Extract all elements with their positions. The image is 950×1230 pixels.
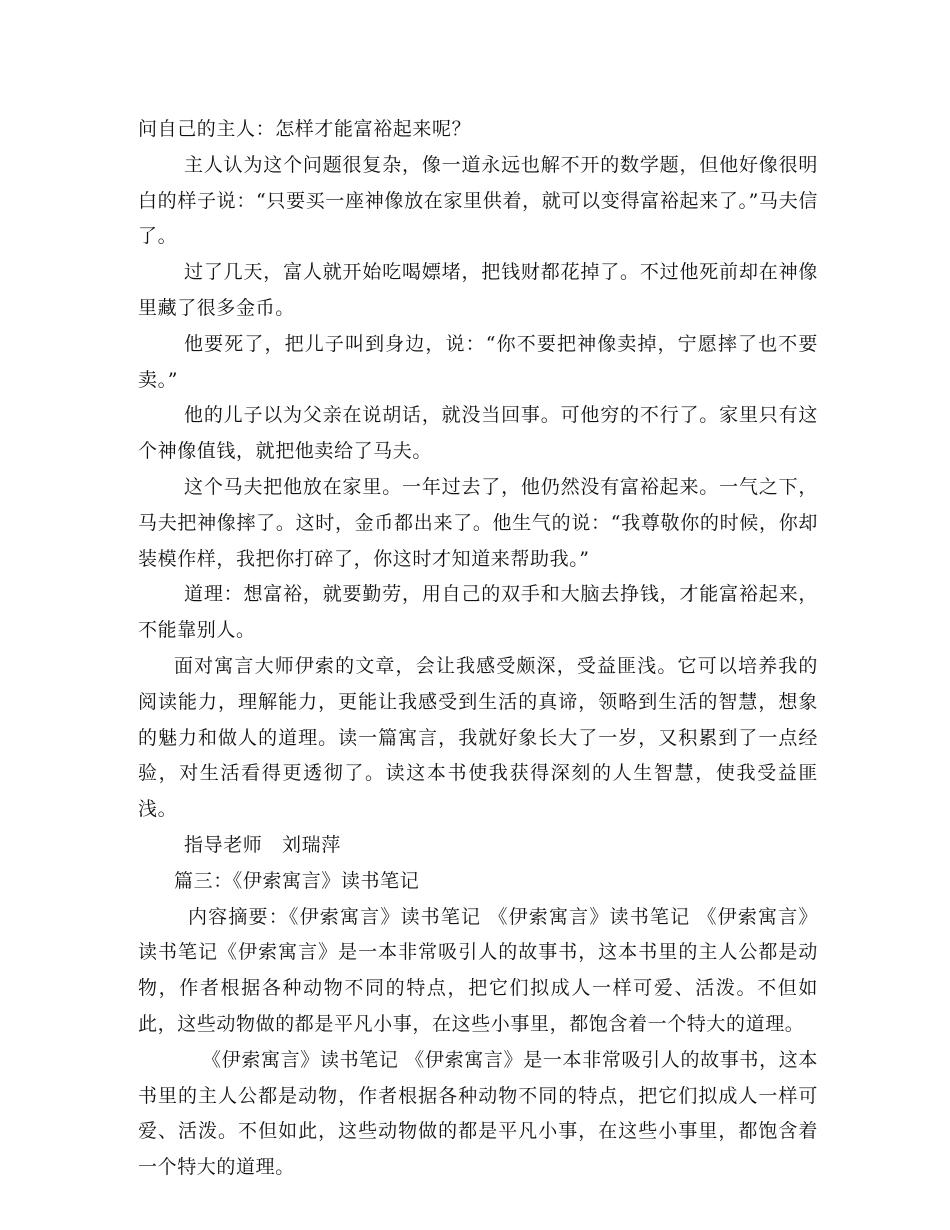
paragraph-son-sells-statue: 他的儿子以为父亲在说胡话，就没当回事。可他穷的不行了。家里只有这个神像值钱，就把他卖给了马夫。 [138, 404, 818, 463]
document-page [138, 112, 818, 1186]
paragraph-rich-man-spends: 过了几天，富人就开始吃喝嫖堵，把钱财都花掉了。不过他死前却在神像里藏了很多金币。 [138, 261, 818, 319]
paragraph-master-answer: 主人认为这个问题很复杂，像一道永远也解不开的数学题，但他好像很明白的样子说：“只要买一座神像放在家里供着，就可以变得富裕起来了。”马夫信了。 [138, 153, 818, 248]
paragraph-groom-breaks-statue: 这个马夫把他放在家里。一年过去了，他仍然没有富裕起来。一气之下，马夫把神像摔了。这时，金币都出来了。他生气的说：“我尊敬你的时候，你却装模作样，我把你打碎了，你这时才知道来帮助我。” [138, 475, 818, 570]
paragraph-question-continuation: 问自己的主人：怎样才能富裕起来呢？ [138, 118, 472, 140]
paragraph-moral: 道理：想富裕，就要勤劳，用自己的双手和大脑去挣钱，才能富裕起来，不能靠别人。 [138, 583, 818, 642]
paragraph-reflection: 面对寓言大师伊索的文章，会让我感受颇深，受益匪浅。它可以培养我的阅读能力，理解能力，更能让我感受到生活的真谛，领略到生活的智慧，想象的魅力和做人的道理。读一篇寓言，我就好象长大了一岁，又积累到了一点经验，对生活看得更透彻了。读这本书使我获得深刻的人生智慧，使我受益匪浅。 [138, 654, 818, 821]
paragraph-dying-words: 他要死了，把儿子叫到身边，说：“你不要把神像卖掉，宁愿摔了也不要卖。” [138, 332, 818, 391]
paragraph-reading-notes: 《伊索寓言》读书笔记 《伊索寓言》是一本非常吸引人的故事书，这本书里的主人公都是动物，作者根据各种动物不同的特点，把它们拟成人一样可爱、活泼。不但如此，这些动物做的都是平凡小事，在这些小事里，都饱含着一个特大的道理。 [138, 1048, 818, 1179]
section-heading-part-three: 篇三：《伊索寓言》读书笔记 [174, 869, 420, 892]
paragraph-teacher-credit: 指导老师 刘瑞萍 [184, 833, 341, 856]
paragraph-abstract: 内容摘要：《伊索寓言》读书笔记 《伊索寓言》读书笔记 《伊索寓言》读书笔记《伊索寓言》是一本非常吸引人的故事书，这本书里的主人公都是动物，作者根据各种动物不同的特点，把它们拟成人一样可爱、活泼。不但如此，这些动物做的都是平凡小事，在这些小事里，都饱含着一个特大的道理。 [138, 905, 818, 1035]
